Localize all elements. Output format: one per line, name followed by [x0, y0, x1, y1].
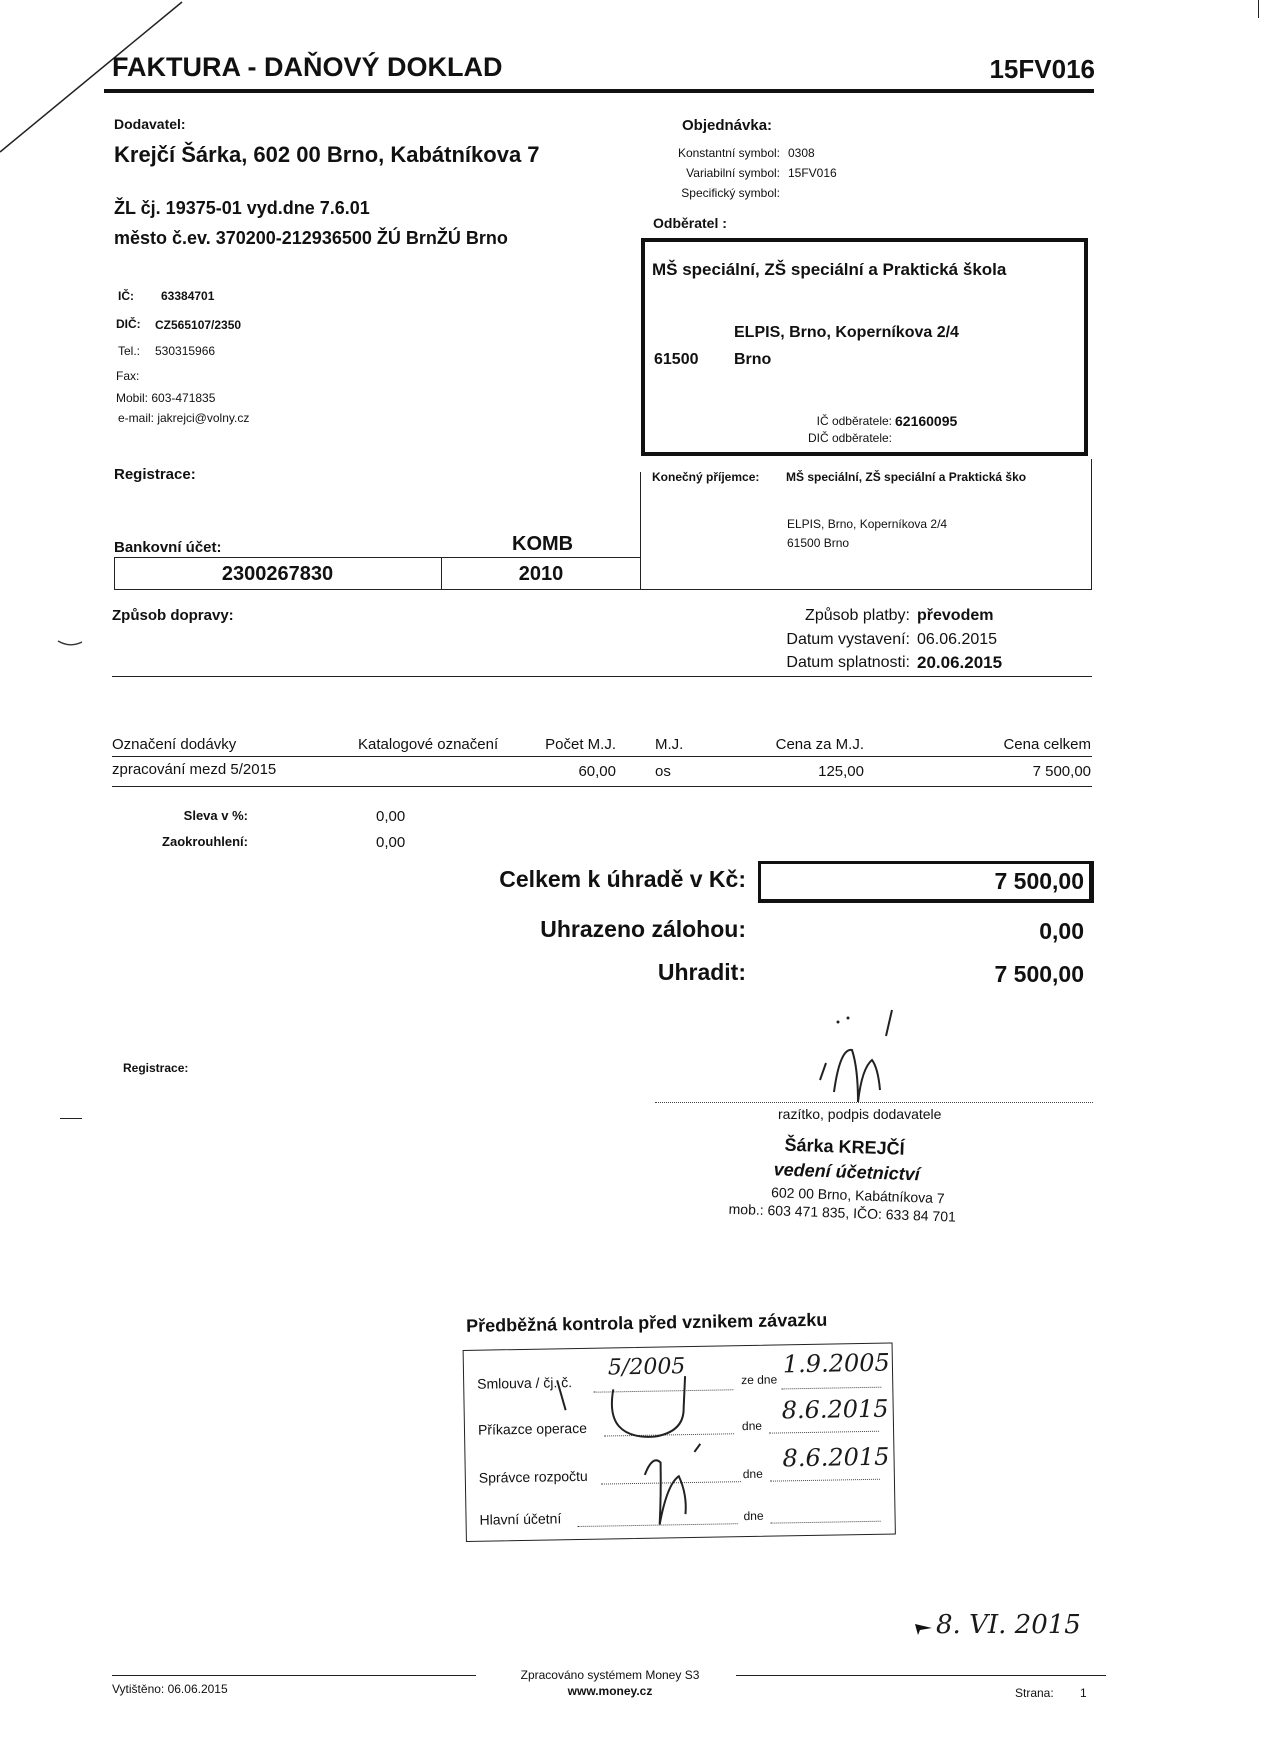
- customer-zip: 61500: [654, 351, 699, 368]
- supplier-dic-label: DIČ:: [116, 317, 141, 331]
- final-recipient-name: MŠ speciální, ZŠ speciální a Praktická ško: [786, 470, 1027, 484]
- customer-street: ELPIS, Brno, Koperníkova 2/4: [734, 324, 959, 341]
- supplier-dic: CZ565107/2350: [155, 318, 242, 332]
- deposit-label: Uhrazeno zálohou:: [540, 916, 746, 942]
- contract-date-label: ze dne: [741, 1372, 778, 1388]
- contract-label: Smlouva / čj. č.: [477, 1374, 573, 1392]
- page-number: 1: [1080, 1686, 1087, 1700]
- budget-manager-label: Správce rozpočtu: [478, 1467, 588, 1486]
- item-description: zpracování mezd 5/2015: [112, 761, 277, 778]
- edge-mark: [1258, 0, 1259, 18]
- stamp-contact: mob.: 603 471 835, IČO: 633 84 701: [728, 1200, 957, 1225]
- customer-city: Brno: [734, 351, 772, 368]
- footer-rule-left: [112, 1675, 476, 1676]
- page-label: Strana:: [1015, 1686, 1054, 1700]
- customer-name: MŠ speciální, ZŠ speciální a Praktická škola: [652, 260, 1007, 279]
- supplier-fax-label: Fax:: [116, 369, 140, 383]
- total-due-label: Celkem k úhradě v Kč:: [499, 866, 746, 892]
- authorizer-label: Příkazce operace: [477, 1419, 588, 1438]
- header-rule: [104, 89, 1094, 93]
- flag-icon: [914, 1622, 934, 1636]
- issue-date: 06.06.2015: [917, 631, 998, 648]
- discount-label: Sleva v %:: [183, 808, 248, 823]
- final-recipient-street: ELPIS, Brno, Koperníkova 2/4: [787, 517, 948, 531]
- final-recipient-city: 61500 Brno: [787, 536, 850, 550]
- invoice-number: 15FV016: [989, 54, 1095, 84]
- margin-tick-mark: [56, 638, 86, 650]
- order-label: Objednávka:: [682, 117, 773, 134]
- supplier-registration-label: Registrace:: [114, 466, 196, 483]
- supplier-label: Dodavatel:: [114, 116, 186, 132]
- authorizer-date: 8.6.2015: [781, 1394, 889, 1425]
- specific-symbol-label: Specifický symbol:: [681, 186, 780, 200]
- customer-ic: 62160095: [895, 413, 958, 429]
- col-header-quantity: Počet M.J.: [545, 736, 616, 753]
- col-header-catalog: Katalogové označení: [358, 736, 499, 753]
- constant-symbol-label: Konstantní symbol:: [677, 146, 780, 160]
- supplier-signature: [800, 1008, 910, 1103]
- variable-symbol: 15FV016: [788, 166, 837, 180]
- right-column-bottom: [640, 589, 1092, 590]
- budget-manager-date: 8.6.2015: [782, 1442, 890, 1473]
- customer-label: Odběratel :: [653, 215, 727, 231]
- supplier-tel: 530315966: [155, 344, 216, 358]
- authorizer-date-label: dne: [741, 1418, 763, 1434]
- footer-website: www.money.cz: [567, 1684, 653, 1698]
- final-recipient-label: Konečný příjemce:: [652, 470, 760, 484]
- to-pay-value: 7 500,00: [994, 961, 1084, 987]
- signature-caption: razítko, podpis dodavatele: [778, 1106, 942, 1122]
- footer-system: Zpracováno systémem Money S3: [520, 1668, 700, 1682]
- invoice-title: FAKTURA - DAŇOVÝ DOKLAD: [112, 52, 503, 82]
- due-date: 20.06.2015: [917, 653, 1003, 672]
- chief-accountant-date-label: dne: [743, 1508, 764, 1524]
- supplier-registry: město č.ev. 370200-212936500 ŽÚ BrnŽÚ Brno: [114, 228, 508, 248]
- payment-method-label: Způsob platby:: [805, 607, 910, 624]
- printed-date: Vytištěno: 06.06.2015: [112, 1682, 228, 1696]
- bank-box-bottom: [114, 589, 640, 590]
- bank-box-top: [114, 557, 640, 558]
- col-header-unit: M.J.: [655, 736, 684, 753]
- signature-registration-label: Registrace:: [123, 1061, 189, 1075]
- to-pay-label: Uhradit:: [657, 959, 746, 985]
- bank-code: 2010: [518, 563, 564, 585]
- stamp-service: vedení účetnictví: [773, 1159, 921, 1185]
- item-unit-price: 125,00: [818, 763, 864, 780]
- issue-date-label: Datum vystavení:: [786, 631, 910, 648]
- supplier-tel-label: Tel.:: [118, 344, 141, 358]
- precontrol-stamp: [462, 1308, 898, 1546]
- precontrol-title: Předběžná kontrola před vznikem závazku: [465, 1309, 828, 1336]
- col-header-unit-price: Cena za M.J.: [775, 736, 864, 753]
- received-date-stamp: 8. VI. 2015: [936, 1610, 1081, 1640]
- item-total: 7 500,00: [1032, 763, 1091, 780]
- constant-symbol: 0308: [788, 146, 815, 160]
- customer-ic-label: IČ odběratele:: [816, 414, 892, 428]
- transport-label: Způsob dopravy:: [112, 607, 234, 624]
- payment-rule: [112, 676, 1092, 677]
- col-header-description: Označení dodávky: [112, 736, 237, 753]
- item-quantity: 60,00: [578, 763, 616, 780]
- due-date-label: Datum splatnosti:: [786, 654, 910, 671]
- footer-rule-right: [736, 1675, 1106, 1676]
- table-header-rule: [112, 756, 1092, 757]
- supplier-license: ŽL čj. 19375-01 vyd.dne 7.6.01: [114, 198, 370, 218]
- supplier-mobile: Mobil: 603-471835: [116, 391, 216, 405]
- budget-manager-date-label: dne: [742, 1466, 763, 1482]
- supplier-ic: 63384701: [161, 289, 215, 303]
- discount-value: 0,00: [376, 808, 406, 825]
- table-bottom-rule: [112, 786, 1092, 787]
- total-due-value: 7 500,00: [994, 868, 1084, 894]
- stamp-name: Šárka KREJČÍ: [784, 1134, 905, 1159]
- supplier-email: e-mail: jakrejci@volny.cz: [118, 411, 250, 425]
- rounding-label: Zaokrouhlení:: [162, 834, 248, 849]
- signature-line: [655, 1102, 1093, 1103]
- supplier-ic-label: IČ:: [118, 289, 134, 303]
- deposit-value: 0,00: [1039, 918, 1084, 944]
- margin-dash: [60, 1118, 82, 1119]
- bank-account-number: 2300267830: [221, 563, 334, 585]
- stamp-address: 602 00 Brno, Kabátníkova 7: [770, 1184, 945, 1207]
- rounding-value: 0,00: [376, 834, 406, 851]
- customer-dic-label: DIČ odběratele:: [807, 431, 892, 445]
- col-header-total: Cena celkem: [1003, 736, 1091, 753]
- right-column-divider: [640, 472, 641, 589]
- precontrol-signatures: [543, 1346, 806, 1541]
- contract-number: 5/2005: [607, 1354, 686, 1381]
- variable-symbol-label: Variabilní symbol:: [686, 166, 780, 180]
- bank-code-label: KOMB: [512, 533, 574, 555]
- contract-date: 1.9.2005: [782, 1348, 890, 1379]
- supplier-name: Krejčí Šárka, 602 00 Brno, Kabátníkova 7: [114, 142, 540, 167]
- chief-accountant-label: Hlavní účetní: [479, 1510, 562, 1528]
- payment-method: převodem: [917, 607, 994, 624]
- bank-account-label: Bankovní účet:: [114, 539, 222, 556]
- item-unit: os: [655, 763, 671, 780]
- supplier-stamp: [707, 1132, 970, 1225]
- right-column-edge: [1091, 459, 1092, 590]
